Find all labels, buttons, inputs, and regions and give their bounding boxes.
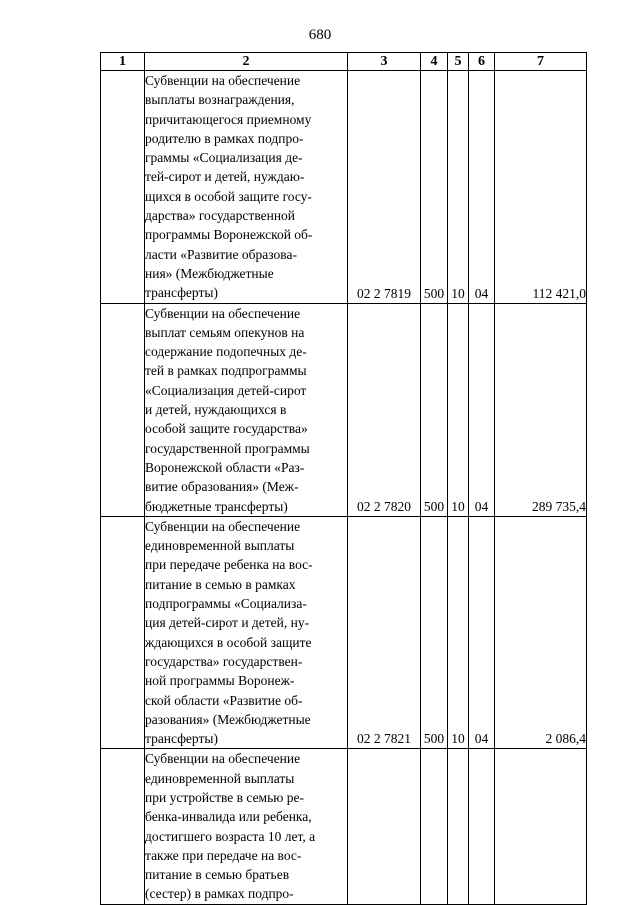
column-header: 6 — [469, 53, 495, 71]
description-line: ской области «Развитие об- — [145, 692, 303, 708]
target-code-cell — [348, 749, 421, 904]
table-row — [101, 303, 587, 516]
description-line: ния» (Межбюджетные — [145, 265, 274, 281]
target-code-cell: 02 2 7821 — [348, 516, 421, 749]
table-row — [101, 516, 587, 749]
table-row — [101, 71, 587, 304]
section-cell: 10 — [448, 303, 469, 516]
description-line: дарства» государственной — [145, 208, 296, 224]
description-line: причитающегося приемному — [145, 111, 312, 127]
row-number-cell — [101, 749, 145, 904]
description-line: тей-сирот и детей, нуждаю- — [145, 169, 305, 185]
description-line: единовременной выплаты — [145, 538, 295, 554]
column-header: 4 — [421, 53, 448, 71]
description-cell — [145, 516, 348, 749]
description-line: граммы «Социализация де- — [145, 150, 303, 166]
expense-type-cell: 500 — [421, 303, 448, 516]
column-header: 3 — [348, 53, 421, 71]
subsection-cell: 04 — [469, 71, 495, 304]
description-line: питание в семью в рамках — [145, 576, 296, 592]
description-line: государства» государствен- — [145, 653, 303, 669]
description-line: трансферты) — [145, 285, 218, 301]
page-number: 680 — [308, 27, 332, 43]
description-line: Субвенции на обеспечение — [145, 73, 301, 88]
description-line: витие образования» (Меж- — [145, 479, 299, 495]
description-line: выплат семьям опекунов на — [145, 324, 305, 340]
section-cell — [448, 749, 469, 904]
description-line: Воронежской области «Раз- — [145, 459, 305, 475]
description-line: разования» (Межбюджетные — [145, 711, 311, 727]
description-line: трансферты) — [145, 731, 218, 747]
description-line: Субвенции на обеспечение — [145, 305, 301, 321]
description-line: особой защите государства» — [145, 421, 308, 437]
description-line: при устройстве в семью ре- — [145, 789, 304, 805]
target-code-cell: 02 2 7820 — [348, 303, 421, 516]
description-line: достигшего возраста 10 лет, а — [145, 828, 316, 844]
description-line: государственной программы — [145, 440, 310, 456]
description-line: содержание подопечных де- — [145, 344, 307, 360]
description-line: при передаче ребенка на вос- — [145, 557, 313, 573]
description-line: ной программы Воронеж- — [145, 673, 295, 689]
description-line: Субвенции на обеспечение — [145, 751, 301, 767]
description-line: и детей, нуждающихся в — [145, 402, 287, 418]
description-line: щихся в особой защите госу- — [145, 188, 312, 204]
description-line: ждающихся в особой защите — [145, 634, 312, 650]
amount-cell: 289 735,4 — [495, 303, 587, 516]
section-cell: 10 — [448, 71, 469, 304]
expense-type-cell: 500 — [421, 516, 448, 749]
row-number-cell — [101, 516, 145, 749]
column-header: 5 — [448, 53, 469, 71]
description-cell — [145, 749, 348, 904]
description-line: (сестер) в рамках подпро- — [145, 886, 294, 902]
description-line: Субвенции на обеспечение — [145, 518, 301, 534]
description-line: бюджетные трансферты) — [145, 498, 288, 514]
description-line: выплаты вознаграждения, — [145, 92, 295, 108]
table-row — [101, 749, 587, 904]
description-line: тей в рамках подпрограммы — [145, 363, 307, 379]
expense-type-cell — [421, 749, 448, 904]
budget-table — [100, 52, 587, 905]
target-code-cell: 02 2 7819 — [348, 71, 421, 304]
description-line: ция детей-сирот и детей, ну- — [145, 615, 310, 631]
expense-type-cell: 500 — [421, 71, 448, 304]
description-line: программы Воронежской об- — [145, 227, 313, 243]
column-header: 2 — [145, 53, 348, 71]
subsection-cell: 04 — [469, 516, 495, 749]
description-line: единовременной выплаты — [145, 770, 295, 786]
amount-cell — [495, 749, 587, 904]
description-line: родителю в рамках подпро- — [145, 130, 304, 146]
row-number-cell — [101, 71, 145, 304]
description-line: ласти «Развитие образова- — [145, 246, 297, 262]
subsection-cell — [469, 749, 495, 904]
description-line: питание в семью братьев — [145, 867, 290, 883]
column-header: 7 — [495, 53, 587, 71]
column-header: 1 — [101, 53, 145, 71]
header-row — [101, 53, 587, 71]
section-cell: 10 — [448, 516, 469, 749]
description-line: также при передаче на вос- — [145, 847, 302, 863]
subsection-cell: 04 — [469, 303, 495, 516]
description-line: бенка-инвалида или ребенка, — [145, 809, 312, 825]
description-cell — [145, 303, 348, 516]
row-number-cell — [101, 303, 145, 516]
description-line: «Социализация детей-сирот — [145, 382, 307, 398]
amount-cell: 112 421,0 — [495, 71, 587, 304]
description-cell — [145, 71, 348, 304]
amount-cell: 2 086,4 — [495, 516, 587, 749]
description-line: подпрограммы «Социализа- — [145, 596, 307, 612]
